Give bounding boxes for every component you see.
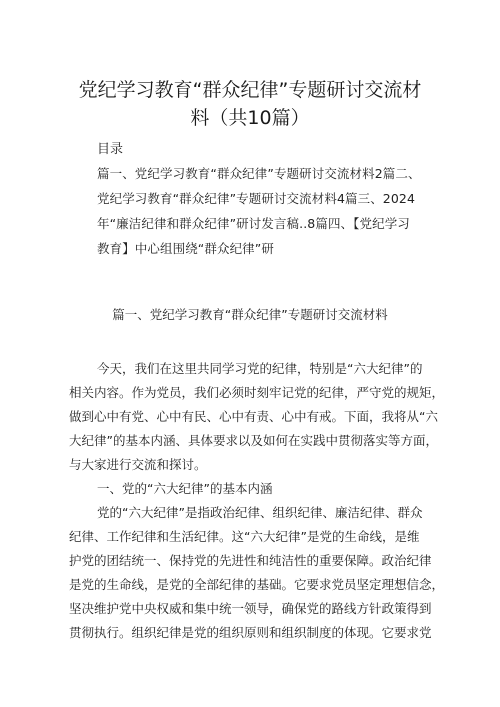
paragraph-line: 护党的团结统一、保持党的先进性和纯洁性的重要保障。政治纪律 — [69, 553, 432, 568]
paragraph-line: 坚决维护党中央权威和集中统一领导，确保党的路线方针政策得到 — [69, 601, 432, 616]
paragraph-line: 相关内容。作为党员，我们必须时刻牢记党的纪律，严守党的规矩， — [69, 385, 445, 400]
document-title-line-2: 料（共10篇） — [190, 107, 310, 129]
document-title-line-1: 党纪学习教育“群众纪律”专题研讨交流材 — [78, 79, 422, 101]
toc-line: 教育】中心组围绕“群众纪律”研 — [97, 241, 274, 256]
toc-line: 篇一、党纪学习教育“群众纪律”专题研讨交流材料2篇二、 — [97, 166, 421, 181]
paragraph-line: 党的“六大纪律”是指政治纪律、组织纪律、廉洁纪律、群众 — [97, 505, 423, 520]
paragraph-line: 今天，我们在这里共同学习党的纪律，特别是“六大纪律”的 — [97, 361, 423, 376]
paragraph-line: 与大家进行交流和探讨。 — [69, 457, 207, 472]
toc-heading: 目录 — [97, 142, 124, 157]
paragraph-line: 大纪律”的基本内涵、具体要求以及如何在实践中贯彻落实等方面， — [69, 433, 438, 448]
subheading: 一、党的“六大纪律”的基本内涵 — [97, 481, 273, 496]
paragraph-line: 是党的生命线，是党的全部纪律的基础。它要求党员坚定理想信念， — [69, 577, 445, 592]
toc-line: 年“廉洁纪律和群众纪律”研讨发言稿..8篇四、【党纪学习 — [97, 216, 410, 231]
paragraph-line: 纪律、工作纪律和生活纪律。这“六大纪律”是党的生命线，是维 — [69, 529, 420, 544]
toc-line: 党纪学习教育“群众纪律”专题研讨交流材料4篇三、2024 — [97, 191, 416, 206]
paragraph-line: 做到心中有党、心中有民、心中有责、心中有戒。下面，我将从“六 — [69, 409, 438, 424]
section-title: 篇一、党纪学习教育“群众纪律”专题研讨交流材料 — [112, 307, 388, 322]
paragraph-line: 贯彻执行。组织纪律是党的组织原则和组织制度的体现。它要求党 — [69, 625, 432, 640]
